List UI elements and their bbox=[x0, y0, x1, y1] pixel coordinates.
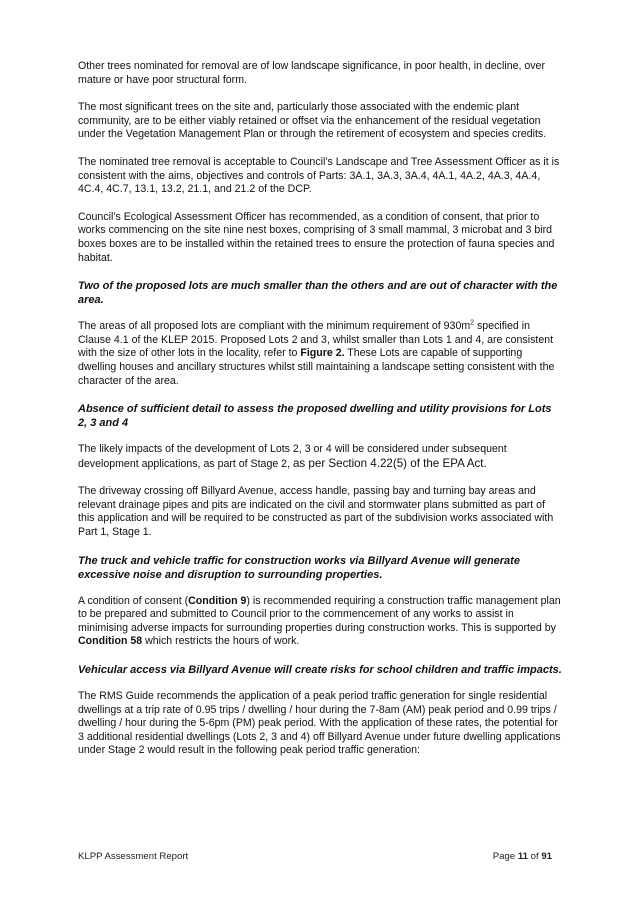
section-heading: Two of the proposed lots are much smaller than the others and are out of character with the area. bbox=[78, 280, 558, 307]
text-run: specified in Clause 4.1 of the KLEP 2015. Proposed Lots 2 and 3, whilst smaller than Lots 1 and 4, are consistent with the size of other lots in the locality, refer to bbox=[78, 320, 554, 360]
section-heading: The truck and vehicle traffic for construction works via Billyard Avenue will generate excessive noise and disruption to surrounding properties. bbox=[78, 554, 520, 581]
footer-report-title: KLPP Assessment Report bbox=[78, 851, 189, 862]
page-number bbox=[493, 851, 552, 862]
text-run: which restricts the hours of work. bbox=[142, 635, 300, 648]
text-run: A condition of consent ( bbox=[78, 594, 189, 607]
page-of-label: of bbox=[527, 851, 542, 862]
current-page: 11 bbox=[517, 851, 528, 862]
total-pages: 91 bbox=[541, 851, 552, 862]
figure-reference: Figure 2. bbox=[300, 347, 345, 360]
text-run: These Lots are capable of supporting dwelling houses and ancillary structures whilst still maintaining a landscape setting consistent with the character of the area. bbox=[78, 347, 555, 387]
condition-reference: Condition 9 bbox=[188, 594, 247, 607]
paragraph bbox=[78, 443, 562, 471]
text-run: The areas of all proposed lots are compliant with the minimum requirement of 930m bbox=[78, 320, 471, 333]
paragraph: The driveway crossing off Billyard Avenue, access handle, passing bay and turning bay areas and relevant drainage pipes and pits are indicated on the civil and stormwater plans submitted as part of this application and will be required to be constructed as part of the subdivision works associated with Part 1, Stage 1. bbox=[78, 485, 554, 539]
page-footer bbox=[78, 851, 552, 862]
document-body bbox=[78, 60, 562, 772]
paragraph: The nominated tree removal is acceptable to Council’s Landscape and Tree Assessment Officer as it is consistent with the aims, objectives and controls of Parts: 3A.1, 3A.3, 3A.4, 4A.1, 4A.2, 4A.3, 4A.4, 4C.4, 4C.7, 13.1, 13.2, 21.1, and 21.2 of the DCP. bbox=[78, 155, 560, 196]
page-label: Page bbox=[492, 851, 518, 862]
paragraph: The RMS Guide recommends the application of a peak period traffic generation for single residential dwellings at a trip rate of 0.95 trips / dwelling / hour during the 7-8am (AM) peak period and 0.99 trips / dwelling / hour during the 5-6pm (PM) peak period. With the application of these rates, the potential for 3 additional residential dwellings (Lots 2, 3 and 4) off Billyard Avenue under future dwelling applications under Stage 2 would result in the following peak period traffic generation: bbox=[78, 690, 561, 757]
paragraph: Council’s Ecological Assessment Officer has recommended, as a condition of consent, that prior to works commencing on the site nine nest boxes, comprising of 3 small mammal, 3 microbat and 3 bird boxes boxes are to be installed within the retained trees to ensure the protection of fauna species and habitat. bbox=[78, 210, 555, 264]
paragraph bbox=[78, 320, 562, 388]
section-heading: Vehicular access via Billyard Avenue will create risks for school children and traffic impacts. bbox=[78, 664, 562, 677]
text-run: as per Section 4.22(5) of the EPA Act. bbox=[292, 456, 487, 470]
text-run: The likely impacts of the development of Lots 2, 3 or 4 will be considered under subsequent development applications, as part of Stage 2, bbox=[78, 443, 507, 470]
paragraph bbox=[78, 595, 562, 649]
condition-reference: Condition 58 bbox=[78, 635, 143, 648]
paragraph: The most significant trees on the site and, particularly those associated with the endemic plant community, are to be either viably retained or offset via the enhancement of the residual vegetation under the Vegetation Management Plan or through the retirement of ecosystem and species credits. bbox=[78, 101, 547, 141]
text-run: ) is recommended requiring a construction traffic management plan to be prepared and submitted to Council prior to the commencement of any works to assist in minimising adverse impacts for surrounding properties during construction works. This is supported by bbox=[78, 594, 561, 634]
superscript: 2 bbox=[470, 319, 475, 327]
section-heading: Absence of sufficient detail to assess the proposed dwelling and utility provisions for Lots 2, 3 and 4 bbox=[78, 403, 552, 430]
paragraph: Other trees nominated for removal are of low landscape significance, in poor health, in decline, over mature or have poor structural form. bbox=[78, 60, 545, 86]
